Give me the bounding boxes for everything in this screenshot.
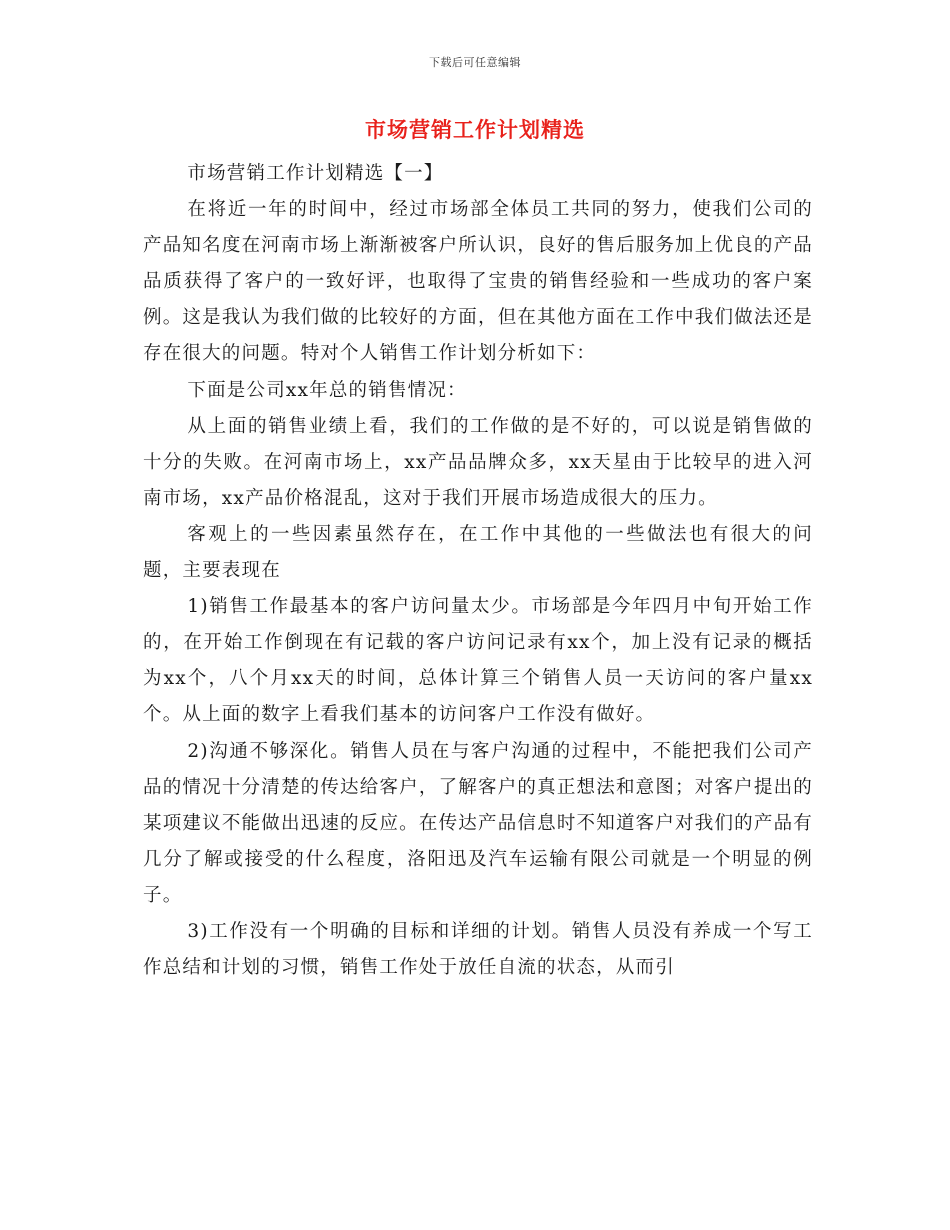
paragraph-item-2: 2)沟通不够深化。销售人员在与客户沟通的过程中，不能把我们公司产品的情况十分清楚的传达给客户，了解客户的真正想法和意图；对客户提出的某项建议不能做出迅速的反应。在传达产品信息时不知道客户对我们的产品有几分了解或接受的什么程度，洛阳迅及汽车运输有限公司就是一个明显的例子。 [143, 740, 813, 906]
document-body [143, 156, 813, 986]
paragraph-item-3: 3)工作没有一个明确的目标和详细的计划。销售人员没有养成一个写工作总结和计划的习惯，销售工作处于放任自流的状态，从而引 [143, 920, 813, 979]
paragraph: 在将近一年的时间中，经过市场部全体员工共同的努力，使我们公司的产品知名度在河南市场上渐渐被客户所认识，良好的售后服务加上优良的产品品质获得了客户的一致好评，也取得了宝贵的销售经验和一些成功的客户案例。这是我认为我们做的比较好的方面，但在其他方面在工作中我们做法还是存在很大的问题。特对个人销售工作计划分析如下： [143, 199, 813, 365]
paragraph: 客观上的一些因素虽然存在，在工作中其他的一些做法也有很大的问题，主要表现在 [143, 523, 813, 582]
paragraph: 下面是公司xx年总的销售情况： [187, 379, 467, 401]
paragraph: 从上面的销售业绩上看，我们的工作做的是不好的，可以说是销售做的十分的失败。在河南市场上，xx产品品牌众多，xx天星由于比较早的进入河南市场，xx产品价格混乱，这对于我们开展市场造成很大的压力。 [143, 415, 813, 509]
paragraph-item-1: 1)销售工作最基本的客户访问量太少。市场部是今年四月中旬开始工作的，在开始工作倒现在有记载的客户访问记录有xx个，加上没有记录的概括为xx个，八个月xx天的时间，总体计算三个销售人员一天访问的客户量xx个。从上面的数字上看我们基本的访问客户工作没有做好。 [143, 596, 813, 726]
document-title: 市场营销工作计划精选 [365, 117, 585, 142]
page-header-note: 下载后可任意编辑 [429, 56, 521, 69]
paragraph-section-heading: 市场营销工作计划精选【一】 [187, 163, 444, 184]
